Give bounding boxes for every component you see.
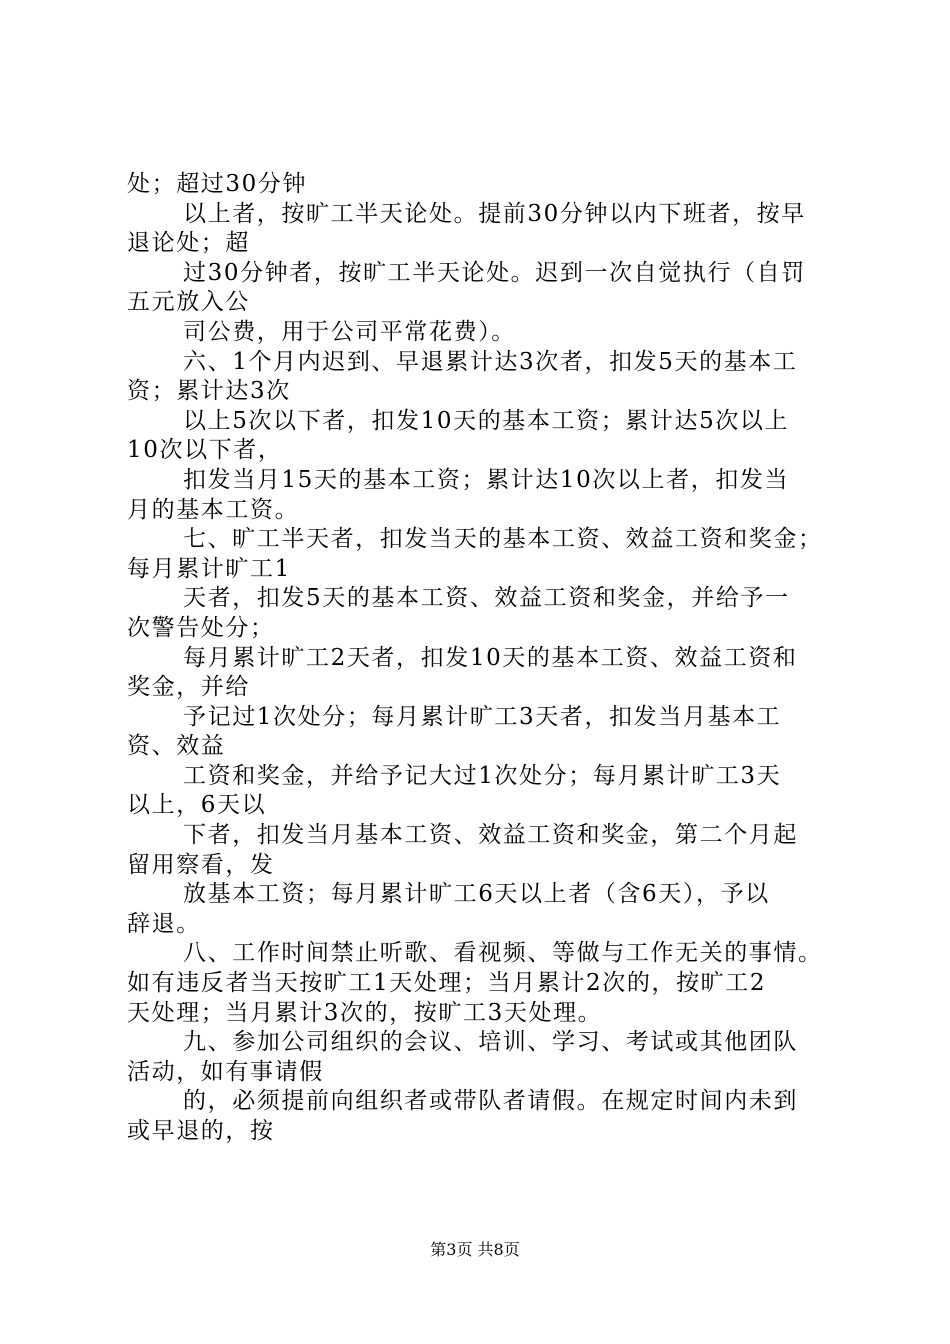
text-line: 以上者，按旷工半天论处。提前30分钟以内下班者，按早 [183,200,806,227]
text-line: 留用察看，发 [127,851,275,878]
page-footer [0,1240,950,1260]
text-line: 以上5次以下者，扣发10天的基本工资；累计达5次以上 [183,407,790,434]
text-line: 每月累计旷工1 [127,555,291,582]
text-line: 工资和奖金，并给予记大过1次处分；每月累计旷工3天 [183,762,782,789]
text-line: 八、工作时间禁止听歌、看视频、等做与工作无关的事情。 [183,940,823,967]
text-line: 扣发当月15天的基本工资；累计达10次以上者，扣发当 [183,466,790,493]
text-line: 资、效益 [127,733,226,760]
text-line: 10次以下者， [127,437,283,464]
text-line: 天者，扣发5天的基本工资、效益工资和奖金，并给予一 [183,585,790,612]
text-line: 六、1个月内迟到、早退累计达3次者，扣发5天的基本工 [183,348,798,375]
text-line: 以上，6天以 [127,792,267,819]
text-line: 月的基本工资。 [127,496,300,523]
text-line: 处；超过30分钟 [127,171,308,197]
text-line: 九、参加公司组织的会议、培训、学习、考试或其他团队 [183,1029,798,1056]
text-line: 五元放入公 [127,289,250,316]
text-line: 奖金，并给 [127,674,250,701]
text-line: 过30分钟者，按旷工半天论处。迟到一次自觉执行（自罚 [183,259,806,286]
text-line: 放基本工资；每月累计旷工6天以上者（含6天），予以 [183,881,770,908]
text-line: 下者，扣发当月基本工资、效益工资和奖金，第二个月起 [183,822,798,849]
text-line: 予记过1次处分；每月累计旷工3天者，扣发当月基本工 [183,703,782,730]
text-line: 的，必须提前向组织者或带队者请假。在规定时间内未到 [183,1088,798,1115]
text-line: 七、旷工半天者，扣发当天的基本工资、效益工资和奖金； [183,526,823,553]
page-number: 第3页 共8页 [430,1240,520,1259]
text-line: 如有违反者当天按旷工1天处理；当月累计2次的，按旷工2 [127,970,767,997]
text-line: 退论处；超 [127,230,250,257]
text-line: 活动，如有事请假 [127,1058,324,1085]
document-body [127,170,847,1147]
text-line: 次警告处分； [127,614,275,641]
text-line: 或早退的，按 [127,1118,275,1144]
text-line: 司公费，用于公司平常花费）。 [183,318,516,345]
text-line: 每月累计旷工2天者，扣发10天的基本工资、效益工资和 [183,644,798,671]
text-line: 辞退。 [127,910,201,937]
text-line: 天处理；当月累计3次的，按旷工3天处理。 [127,999,603,1026]
text-line: 资；累计达3次 [127,378,291,405]
